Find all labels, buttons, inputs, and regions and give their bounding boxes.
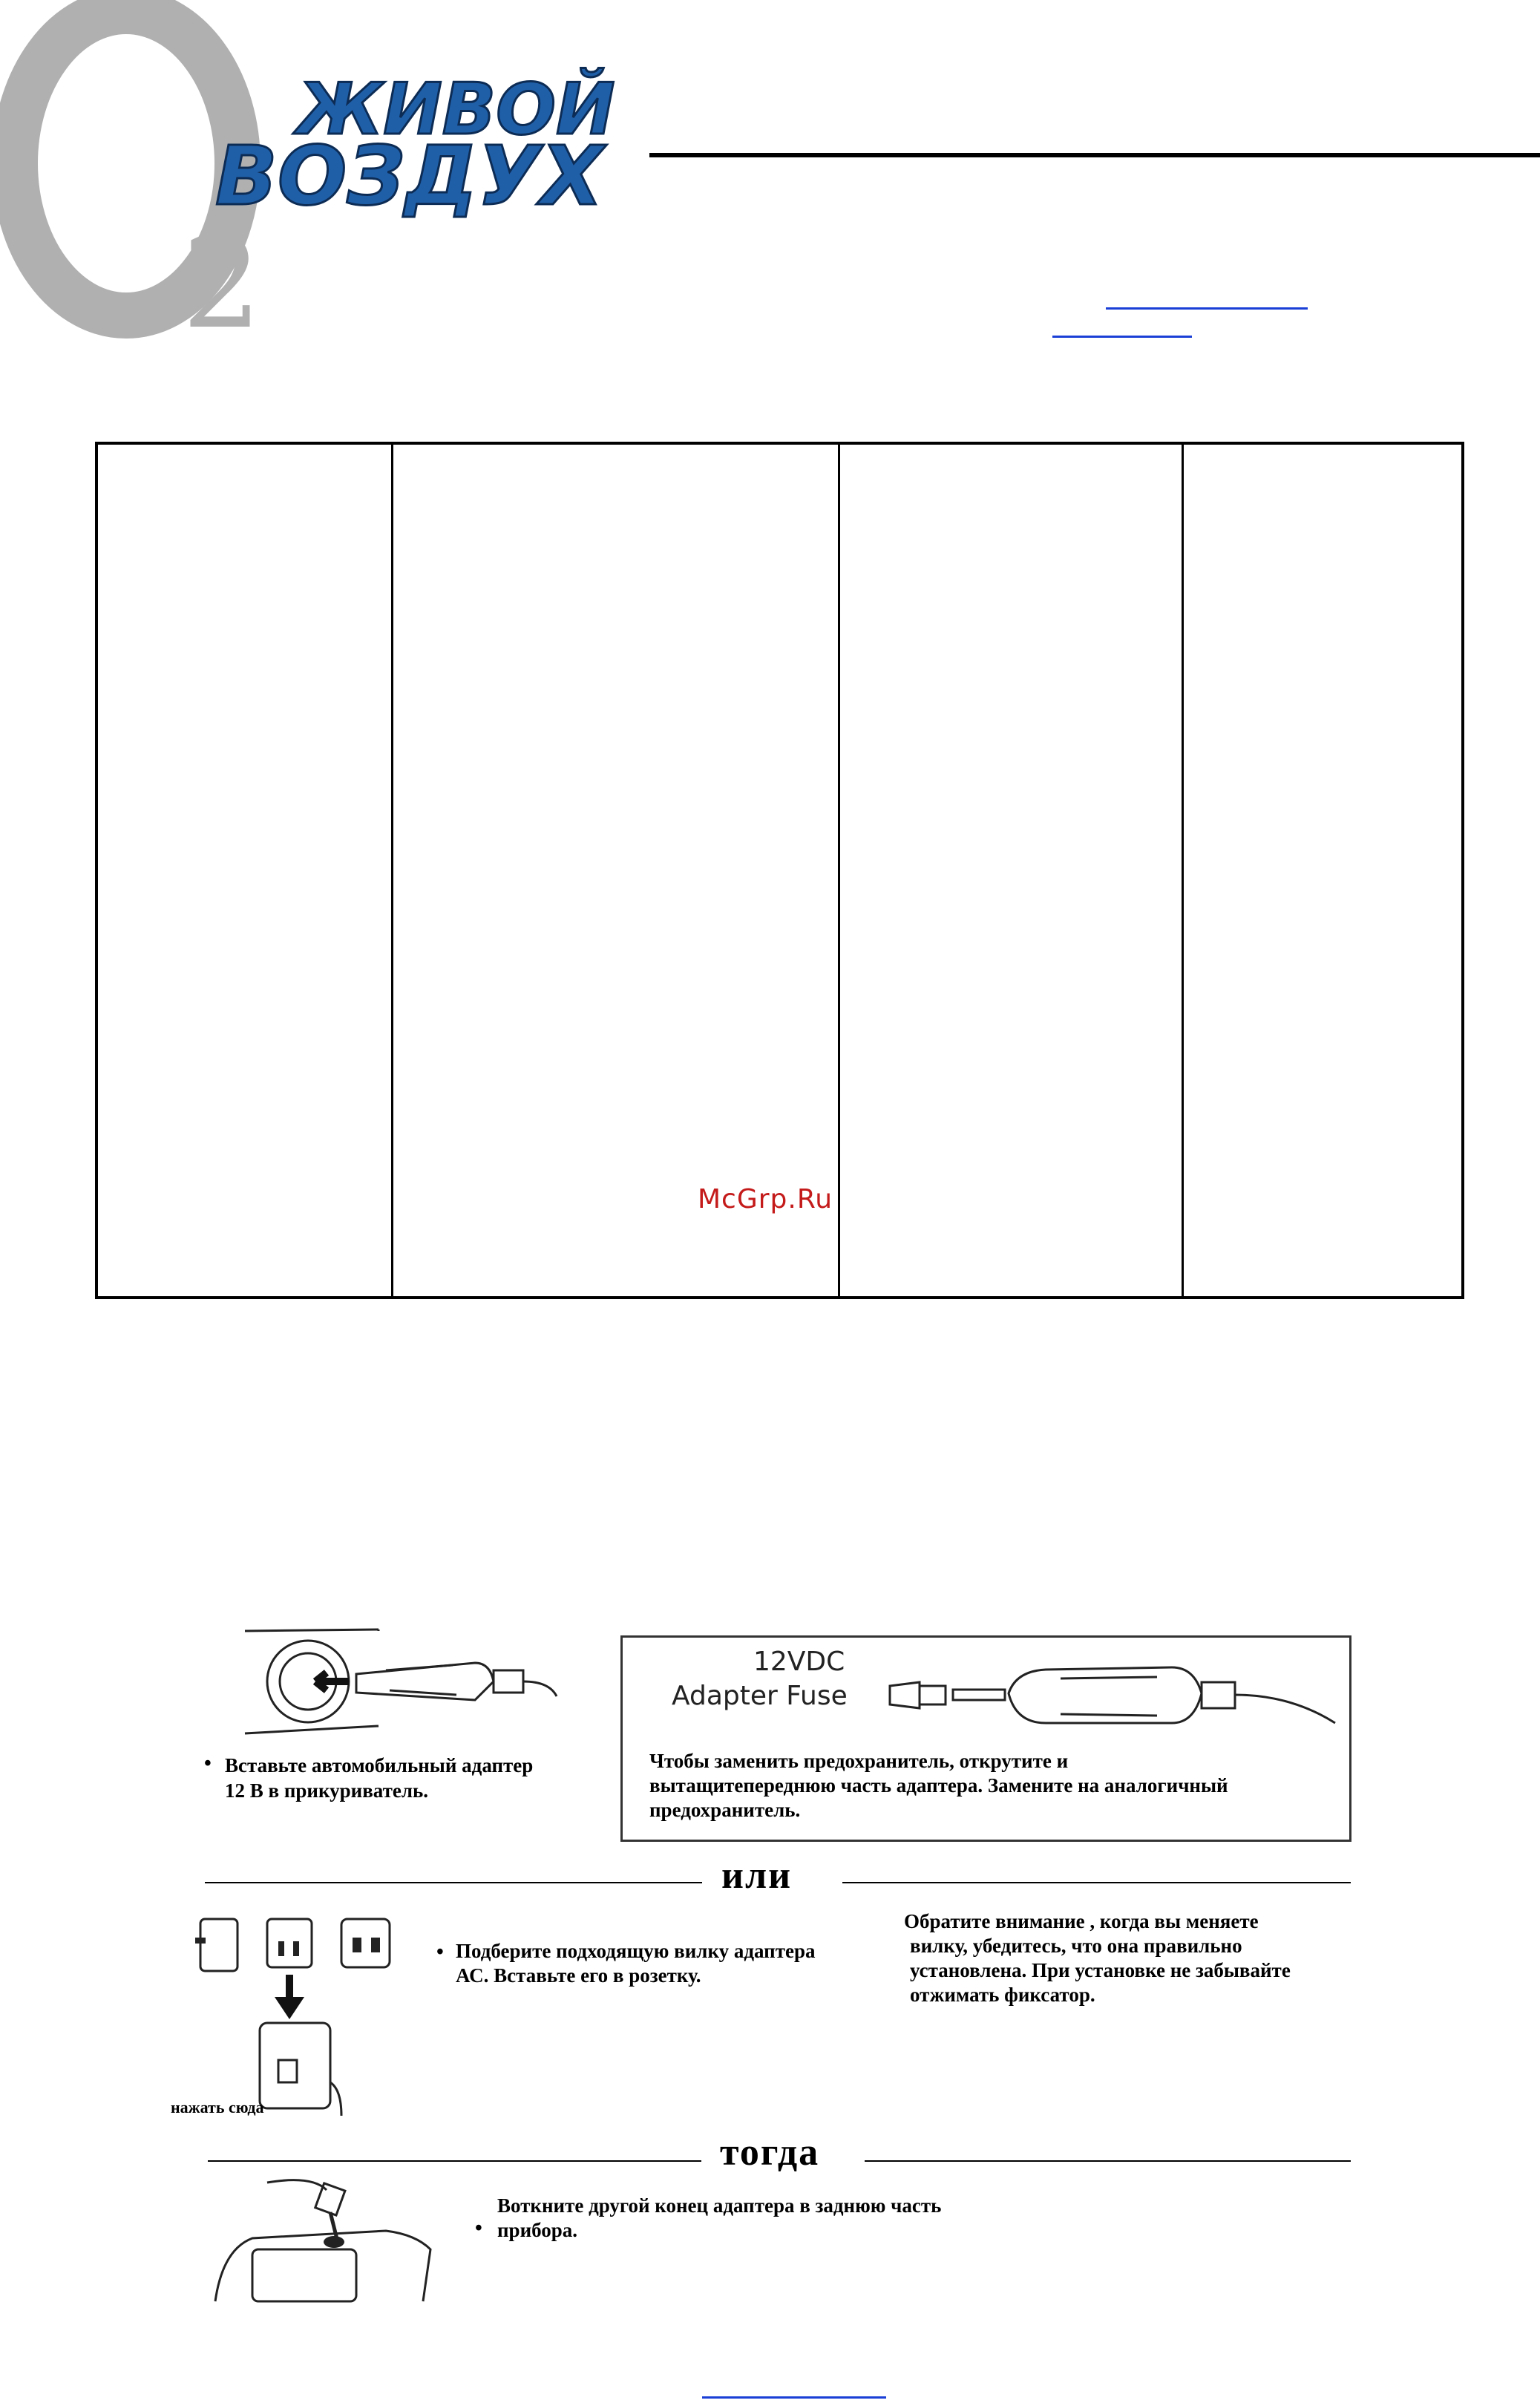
brand-logo bbox=[0, 0, 653, 349]
header-link-1[interactable] bbox=[1106, 307, 1308, 310]
table-column bbox=[98, 445, 393, 1296]
car-adapter-caption-2: 12 В в прикуриватель. bbox=[225, 1779, 429, 1802]
spec-table bbox=[95, 442, 1464, 1299]
fuse-label-2: Adapter Fuse bbox=[672, 1681, 848, 1711]
note-line-4: отжимать фиксатор. bbox=[910, 1984, 1095, 2006]
fuse-label-1: 12VDC bbox=[753, 1647, 845, 1677]
device-caption-1: Воткните другой конец адаптера в заднюю часть bbox=[497, 2194, 942, 2217]
fuse-info-box bbox=[620, 1635, 1351, 1842]
header-rule bbox=[649, 153, 1540, 157]
watermark-text: McGrp.Ru bbox=[698, 1184, 833, 1215]
bullet: • bbox=[475, 2217, 482, 2240]
device-illustration bbox=[208, 2168, 445, 2309]
fuse-caption-2: вытащитепереднюю часть адаптера. Замените на аналогичный bbox=[649, 1774, 1228, 1797]
divider-then: тогда bbox=[720, 2131, 820, 2174]
footer-link[interactable] bbox=[702, 2396, 886, 2399]
svg-text:2: 2 bbox=[182, 210, 263, 349]
logo-word-2: ВОЗДУХ bbox=[215, 128, 604, 223]
fuse-caption-1: Чтобы заменить предохранитель, открутите и bbox=[649, 1750, 1069, 1772]
table-column bbox=[393, 445, 840, 1296]
note-line-2: вилку, убедитесь, что она правильно bbox=[910, 1935, 1242, 1957]
fuse-caption-3: предохранитель. bbox=[649, 1799, 801, 1821]
ac-adapter-caption-1: Подберите подходящую вилку адаптера bbox=[456, 1940, 816, 1962]
divider-rule-right bbox=[842, 1882, 1351, 1883]
note-line-1: Обратите внимание , когда вы меняете bbox=[904, 1910, 1259, 1932]
header-link-2[interactable] bbox=[1052, 336, 1192, 338]
divider-rule-left bbox=[205, 1882, 702, 1883]
logo-word-1: ЖИВОЙ bbox=[297, 69, 615, 151]
divider-rule-left bbox=[208, 2160, 701, 2162]
car-adapter-illustration bbox=[237, 1622, 564, 1741]
table-column bbox=[840, 445, 1184, 1296]
bullet: • bbox=[204, 1752, 212, 1775]
press-here-label: нажать сюда bbox=[171, 2098, 264, 2116]
device-caption-2: прибора. bbox=[497, 2219, 578, 2241]
table-column bbox=[1184, 445, 1461, 1296]
divider-or: или bbox=[721, 1854, 793, 1897]
divider-rule-right bbox=[865, 2160, 1351, 2162]
fuse-adapter-illustration bbox=[875, 1649, 1350, 1738]
bullet: • bbox=[436, 1941, 444, 1964]
car-adapter-caption-1: Вставьте автомобильный адаптер bbox=[225, 1754, 534, 1776]
logo-graphic bbox=[0, 0, 653, 349]
ac-adapter-caption-2: АС. Вставьте его в розетку. bbox=[456, 1964, 701, 1987]
note-line-3: установлена. При установке не забывайте bbox=[910, 1959, 1291, 1981]
